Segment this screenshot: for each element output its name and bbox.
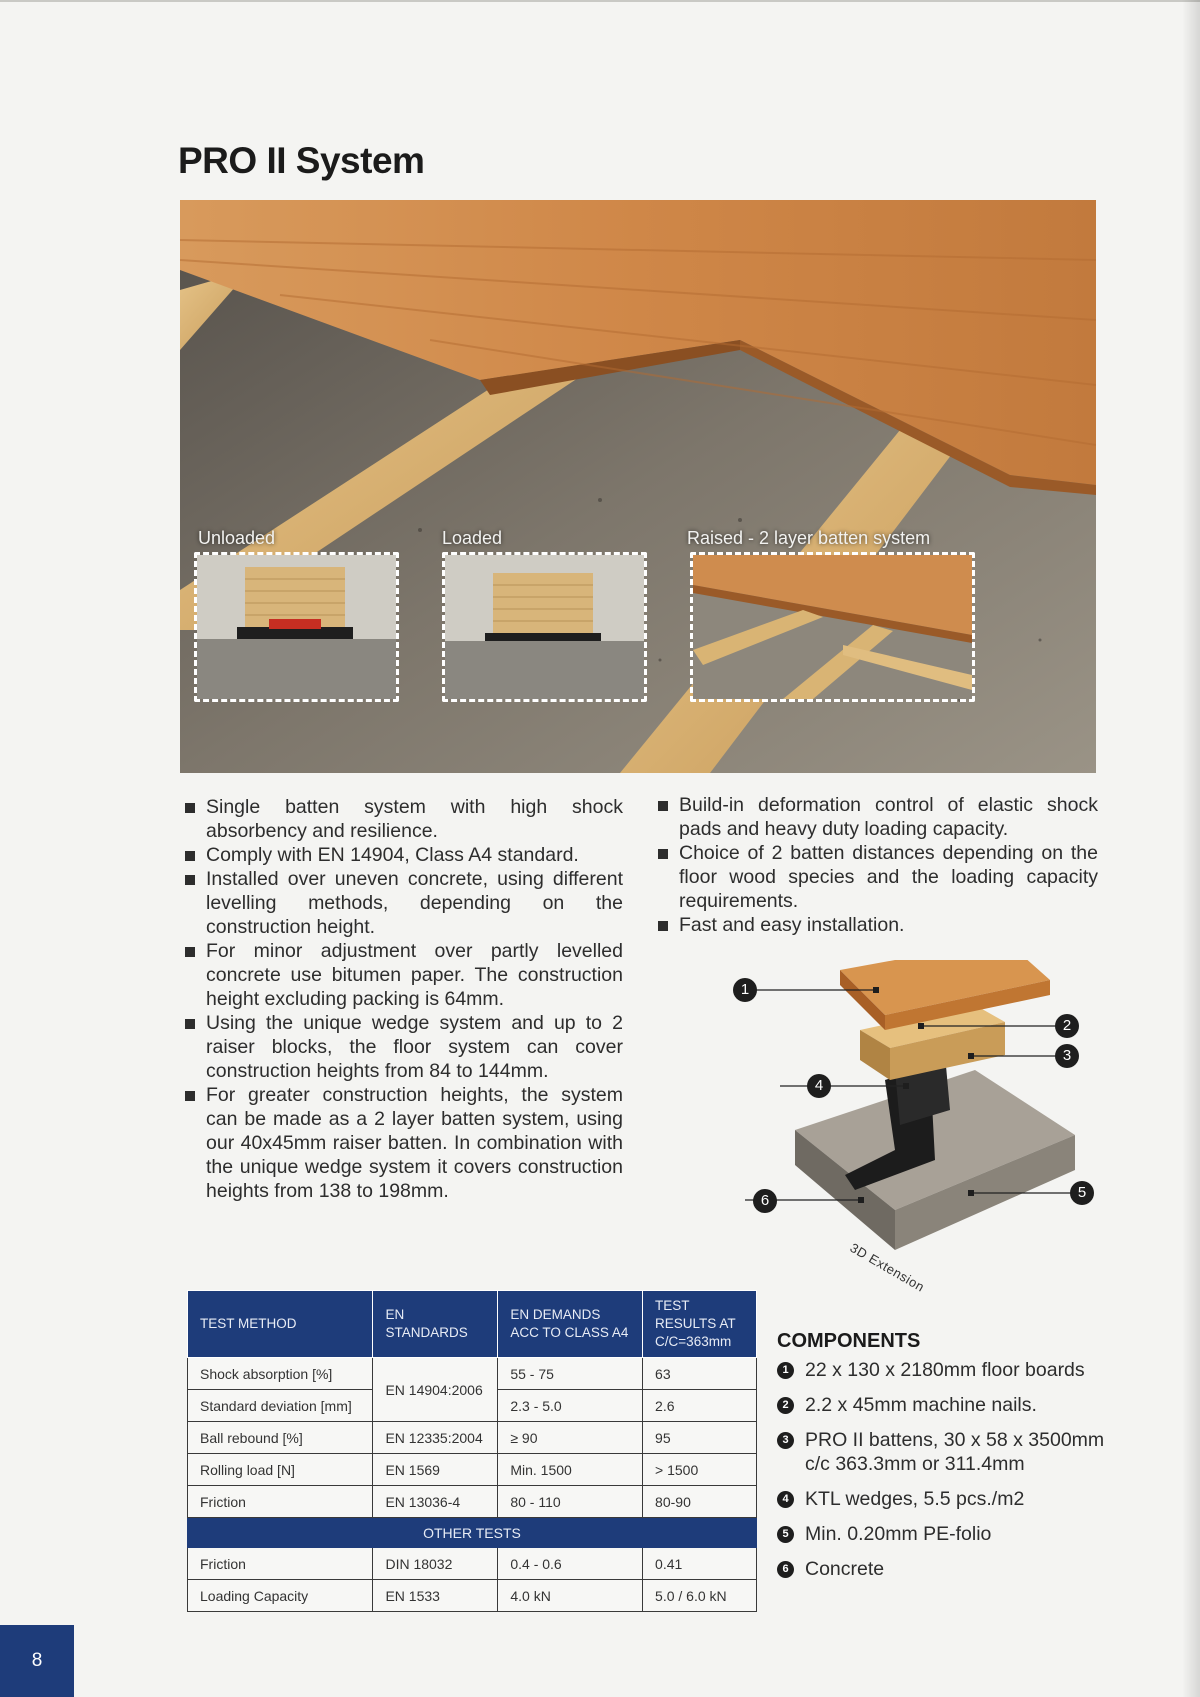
table-cell: 0.41 [643,1548,757,1580]
list-item: Single batten system with high shock absorbency and resilience. [183,795,623,843]
list-item: Comply with EN 14904, Class A4 standard. [183,843,623,867]
table-cell: EN 1569 [373,1454,498,1486]
table-cell: Standard deviation [mm] [188,1390,373,1422]
table-cell: Shock absorption [%] [188,1358,373,1390]
component-text: Min. 0.20mm PE-folio [805,1523,992,1545]
callout-1: 1 [733,978,757,1002]
table-cell: EN 1533 [373,1580,498,1612]
callout-5: 5 [1070,1181,1094,1205]
feature-list-right [656,793,1098,937]
table-cell: Min. 1500 [498,1454,643,1486]
table-cell: 0.4 - 0.6 [498,1548,643,1580]
table-cell: 55 - 75 [498,1358,643,1390]
table-row [188,1486,757,1518]
exploded-3d-diagram [740,960,1100,1300]
table-cell: Friction [188,1548,373,1580]
label-raised: Raised - 2 layer batten system [687,528,931,548]
table-cell: 95 [643,1422,757,1454]
list-item [777,1428,1107,1476]
list-item: Installed over uneven concrete, using different levelling methods, depending on the construction height. [183,867,623,939]
table-cell: 2.3 - 5.0 [498,1390,643,1422]
components-list [777,1358,1107,1592]
callout-2: 2 [1055,1014,1079,1038]
table-cell: EN 14904:2006 [373,1358,498,1422]
table-row [188,1580,757,1612]
list-item [777,1487,1107,1511]
test-results-table [187,1290,757,1612]
list-item: For greater construction heights, the system can be made as a 2 layer batten system, using our 40x45mm raiser batten. In combination with the unique wedge system it covers construction heights from 138 to 198mm. [183,1083,623,1203]
page-title: PRO II System [178,140,425,181]
callout-6: 6 [753,1189,777,1213]
feature-list-left [183,795,623,1203]
batten-unloaded-icon [197,555,396,699]
number-badge: 5 [777,1526,794,1543]
components-heading: COMPONENTS [777,1330,921,1352]
component-text: 2.2 x 45mm machine nails. [805,1394,1037,1416]
list-item [777,1522,1107,1546]
list-item: For minor adjustment over partly levelled concrete use bitumen paper. The construction height excluding packing is 64mm. [183,939,623,1011]
list-item: Fast and easy installation. [656,913,1098,937]
page-top-edge [0,0,1200,2]
label-unloaded: Unloaded [198,528,276,548]
page-binding-shadow [1182,0,1200,1697]
batten-loaded-icon [445,555,644,699]
component-text: Concrete [805,1558,885,1580]
list-item [777,1358,1107,1382]
number-badge: 4 [777,1491,794,1508]
callout-4: 4 [807,1074,831,1098]
list-item: Using the unique wedge system and up to 2 raiser blocks, the floor system can cover construction heights from 84 to 144mm. [183,1011,623,1083]
table-cell: EN 12335:2004 [373,1422,498,1454]
table-header-row [188,1291,757,1358]
two-layer-batten-icon [693,555,972,699]
component-text: PRO II battens, 30 x 58 x 3500mm c/c 363.3mm or 311.4mm [805,1429,1105,1475]
table-cell: Friction [188,1486,373,1518]
column-header: TEST METHOD [188,1291,373,1358]
inset-raised [690,552,975,702]
number-badge: 2 [777,1397,794,1414]
table-cell: 80-90 [643,1486,757,1518]
table-row [188,1422,757,1454]
floor-build-up-illustration [745,960,1100,1300]
number-badge: 3 [777,1432,794,1449]
table-row [188,1358,757,1390]
inset-unloaded [194,552,399,702]
table-cell: 2.6 [643,1390,757,1422]
table-cell: Loading Capacity [188,1580,373,1612]
table-row [188,1548,757,1580]
label-loaded: Loaded [442,528,503,548]
table-cell: 63 [643,1358,757,1390]
list-item [777,1393,1107,1417]
table-row [188,1454,757,1486]
component-text: 22 x 130 x 2180mm floor boards [805,1359,1085,1381]
number-badge: 1 [777,1362,794,1379]
component-text: KTL wedges, 5.5 pcs./m2 [805,1488,1025,1510]
column-header: TEST RESULTS AT C/C=363mm [643,1291,757,1358]
table-cell: 80 - 110 [498,1486,643,1518]
table-cell: Rolling load [N] [188,1454,373,1486]
list-item: Choice of 2 batten distances depending on the floor wood species and the loading capacity requirements. [656,841,1098,913]
table-subheader-row [188,1518,757,1548]
table-cell: DIN 18032 [373,1548,498,1580]
inset-loaded [442,552,647,702]
table-cell: ≥ 90 [498,1422,643,1454]
table-cell: 5.0 / 6.0 kN [643,1580,757,1612]
other-tests-heading: OTHER TESTS [188,1518,757,1548]
callout-3: 3 [1055,1044,1079,1068]
column-header: EN DEMANDS ACC TO CLASS A4 [498,1291,643,1358]
hero-photo [180,200,1096,773]
table-cell: EN 13036-4 [373,1486,498,1518]
table-cell: 4.0 kN [498,1580,643,1612]
column-header: EN STANDARDS [373,1291,498,1358]
page-number: 8 [0,1625,74,1697]
table-cell: Ball rebound [%] [188,1422,373,1454]
diagram-caption: 3D Extension [847,1240,928,1295]
list-item [777,1557,1107,1581]
number-badge: 6 [777,1561,794,1578]
list-item: Build-in deformation control of elastic shock pads and heavy duty loading capacity. [656,793,1098,841]
table-cell: > 1500 [643,1454,757,1486]
